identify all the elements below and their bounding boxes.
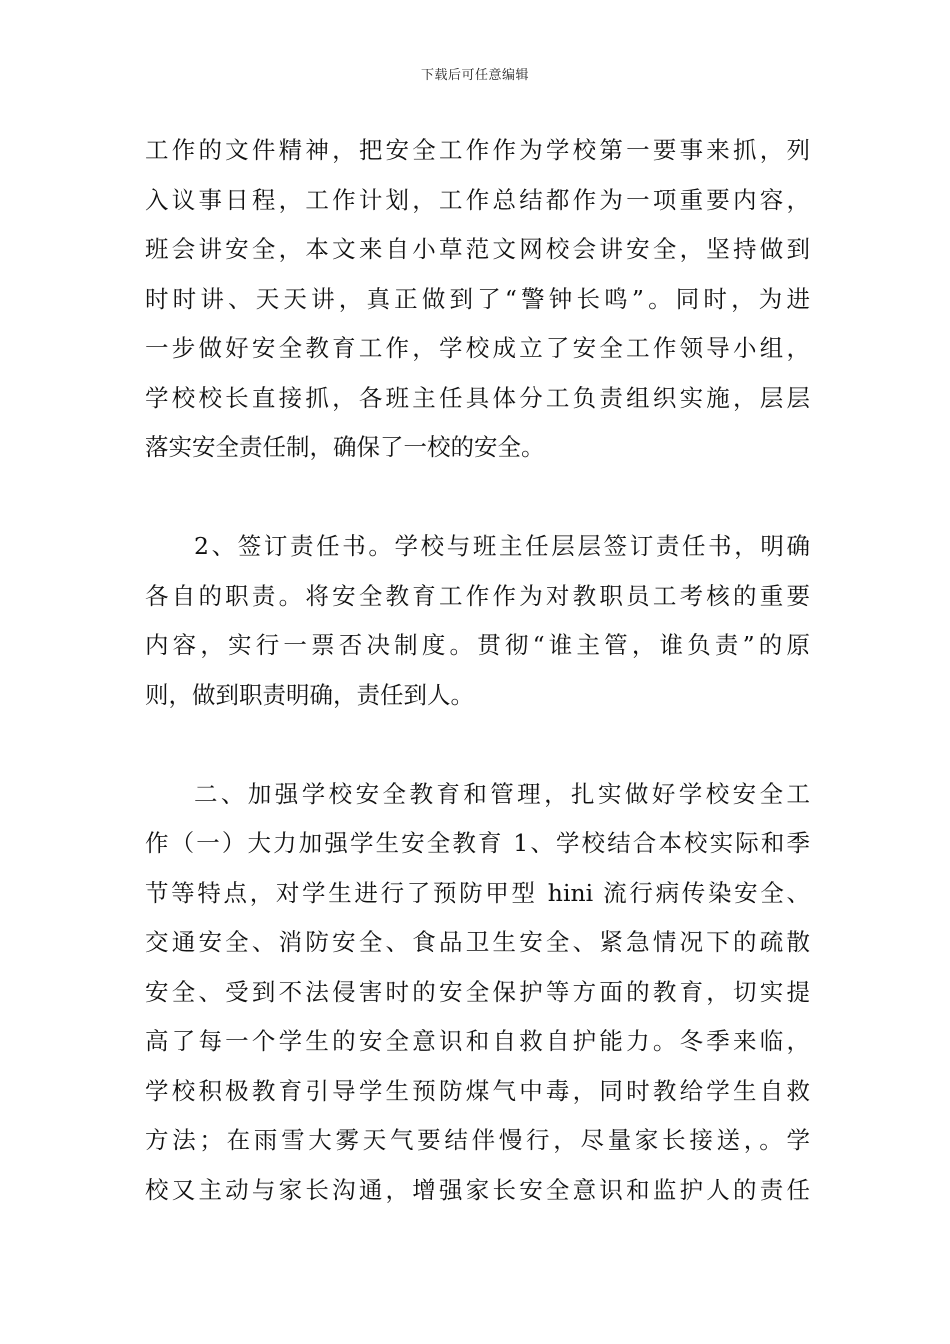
- text-line: 工作的文件精神，把安全工作作为学校第一要事来抓，列: [145, 136, 810, 164]
- text-line: 各自的职责。将安全教育工作作为对教职员工考核的重要: [145, 581, 810, 610]
- document-body: [145, 126, 810, 1215]
- text-line: 内容，实行一票否决制度。贯彻“谁主管，谁负责”的原: [145, 631, 810, 659]
- paragraph-gap: [145, 473, 810, 523]
- paragraph-2: [145, 522, 810, 720]
- text-line: 作（一）大力加强学生安全教育 1、学校结合本校实际和季: [145, 829, 810, 857]
- paragraph-gap: [145, 720, 810, 770]
- text-line: 交通安全、消防安全、食品卫生安全、紧急情况下的疏散: [145, 928, 810, 956]
- text-line: 2、签订责任书。学校与班主任层层签订责任书，明确: [194, 532, 810, 560]
- text-line: 校又主动与家长沟通，增强家长安全意识和监护人的责任: [145, 1175, 810, 1204]
- text-line: 班会讲安全，本文来自小草范文网校会讲安全，坚持做到: [145, 235, 810, 263]
- text-line: 学校校长直接抓，各班主任具体分工负责组织实施，层层: [145, 383, 810, 412]
- text-line: 落实安全责任制，确保了一校的安全。: [145, 433, 545, 461]
- paragraph-3: [145, 770, 810, 1216]
- text-line: 节等特点，对学生进行了预防甲型 hini 流行病传染安全、: [145, 878, 810, 907]
- text-line: 入议事日程，工作计划，工作总结都作为一项重要内容，: [145, 185, 810, 214]
- paragraph-1: [145, 126, 810, 473]
- text-line: 一步做好安全教育工作，学校成立了安全工作领导小组，: [145, 334, 810, 362]
- text-line: 学校积极教育引导学生预防煤气中毒，同时教给学生自救: [145, 1076, 810, 1105]
- page-header: 下载后可任意编辑: [420, 68, 529, 83]
- text-line: 高了每一个学生的安全意识和自救自护能力。冬季来临，: [145, 1027, 810, 1055]
- text-line: 时时讲、天天讲，真正做到了“警钟长鸣”。同时，为进: [145, 284, 810, 313]
- text-line: 则，做到职责明确，责任到人。: [145, 680, 474, 709]
- text-line: 二、加强学校安全教育和管理，扎实做好学校安全工: [194, 779, 810, 808]
- text-line: 方法；在雨雪大雾天气要结伴慢行，尽量家长接送，。学: [145, 1126, 810, 1154]
- text-line: 安全、受到不法侵害时的安全保护等方面的教育，切实提: [145, 977, 810, 1006]
